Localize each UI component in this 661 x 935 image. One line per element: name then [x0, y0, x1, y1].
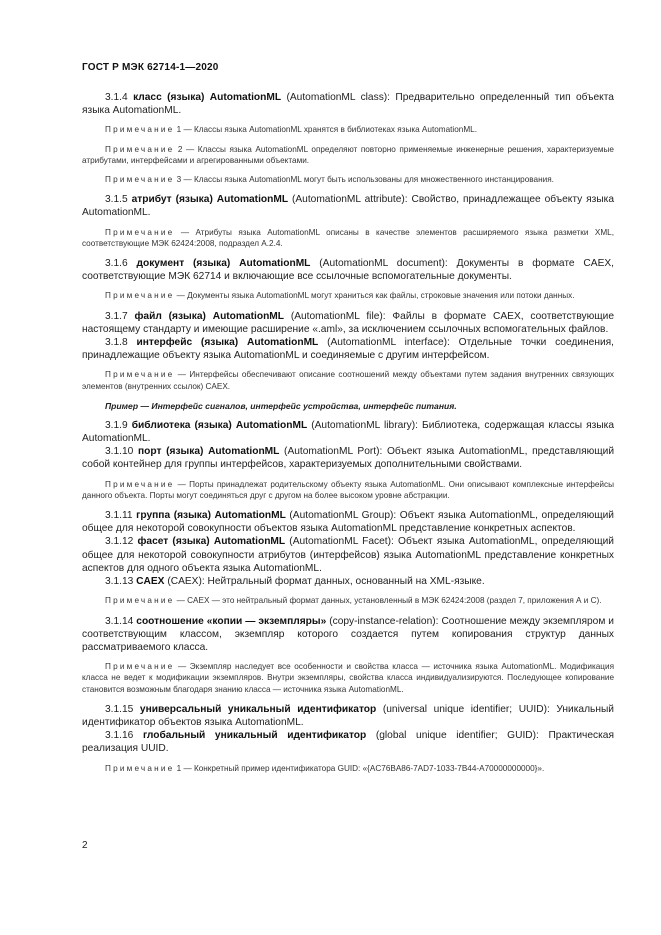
document-header-title: ГОСТ Р МЭК 62714-1—2020 [82, 62, 219, 73]
term-number: 3.1.14 [105, 615, 134, 627]
term-definition [82, 91, 614, 117]
term-text: (global unique identifier; GUID): Практическая реализация UUID. [82, 730, 614, 755]
term-name: файл (языка) AutomationML [134, 310, 285, 322]
term-name: соотношение «копии — экземпляры» [136, 615, 327, 627]
note [82, 479, 614, 501]
term-number: 3.1.4 [105, 92, 128, 103]
page-number: 2 [82, 840, 88, 851]
note-text: — CAEX — это нейтральный формат данных, установленный в МЭК 62424:2008 (раздел 7, приложения А и С). [174, 596, 602, 606]
term-definition [82, 535, 614, 575]
term-text: (AutomationML file): Файлы в формате CAEX, соответствующие настоящему стандарту и имеющие расширение «.aml», за исключением ссылочных вспомогательных файлов. [82, 310, 614, 335]
term-text: (AutomationML Port): Объект языка AutomationML, представляющий собой контейнер для группы интерфейсов, характеризуемых дополнительными свойствами. [82, 446, 615, 471]
term-text: (AutomationML document): Документы в формате CAEX, соответствующие МЭК 62714 и включающие все ссылочные вспомогательные документы. [82, 258, 614, 283]
term-name: документ (языка) AutomationML [136, 258, 311, 270]
term-text: (copy-instance-relation): Соотношение между экземпляром и соответствующим классом, экземпляр которого создается путем копирования структур данных рассматриваемого класса. [82, 615, 614, 653]
note-text: — Документы языка AutomationML могут храниться как файлы, строковые значения или потоки данных. [174, 291, 575, 301]
note [82, 290, 614, 301]
note-text: — Интерфейсы обеспечивают описание соотношений между объектами путем задания внутренних связующих элементов (внутренних ссылок) CAEX. [82, 370, 614, 391]
term-definition [82, 419, 614, 445]
term-name: глобальный уникальный идентификатор [142, 730, 367, 742]
note-label: Примечание [105, 596, 175, 606]
term-text: (AutomationML Group): Объект языка AutomationML, определяющий общее для некоторой совокупности объектов языка AutomationML представление конкретных аспектов. [82, 510, 614, 535]
note [82, 369, 614, 391]
note-label: Примечание [105, 291, 175, 301]
note-text: 1 — Конкретный пример идентификатора GUID: «{AC76BA86-7AD7-1033-7B44-A70000000000}». [174, 763, 545, 773]
term-number: 3.1.15 [105, 703, 134, 715]
note-label: Примечание [105, 175, 175, 185]
term-definition [82, 509, 614, 535]
term-number: 3.1.6 [105, 258, 128, 270]
note-label: Примечание [105, 227, 175, 237]
note [82, 227, 614, 249]
note-label: Примечание [105, 662, 175, 672]
term-name: библиотека (языка) AutomationML [131, 419, 308, 431]
term-definition [82, 445, 614, 471]
note-text: — Экземпляр наследует все особенности и свойства класса — источника языка AutomationML. Модификация класса не ведет к модификации экземпляров. Внутри экземпляры, свойства класса индивидуализируются. Последующее копирование становится возможным благодаря знанию класса — источника языка AutomationML. [82, 662, 614, 694]
note-text: 1 — Классы языка AutomationML хранятся в библиотеках языка AutomationML. [174, 125, 477, 135]
term-text: (AutomationML library): Библиотека, содержащая классы языка AutomationML. [82, 419, 614, 445]
note [82, 124, 614, 135]
term-number: 3.1.10 [105, 446, 134, 458]
note-text: 3 — Классы языка AutomationML могут быть использованы для множественного инстанцирования. [174, 175, 554, 185]
term-definition [82, 193, 614, 219]
term-name: класс (языка) AutomationML [133, 92, 282, 103]
term-number: 3.1.9 [105, 419, 128, 431]
note-label: Примечание [105, 370, 175, 380]
term-text: (AutomationML class): Предварительно определенный тип объекта языка AutomationML. [82, 92, 614, 117]
term-text: (universal unique identifier; UUID): Уникальный идентификатор объектов языка AutomationML. [82, 703, 614, 728]
note-text: 2 — Классы языка AutomationML определяют повторно применяемые инженерные решения, характеризуемые атрибутами, интерфейсами и агрегированными объектами. [82, 144, 614, 165]
term-number: 3.1.8 [105, 337, 128, 349]
term-number: 3.1.11 [105, 510, 133, 522]
term-text: (AutomationML Facet): Объект языка AutomationML, определяющий общее для некоторой совокупности атрибутов (интерфейсов) языка AutomationML представление конкретных аспектов для одного объекта языка AutomationML. [82, 536, 614, 574]
term-name: порт (языка) AutomationML [138, 446, 280, 458]
term-number: 3.1.12 [105, 536, 134, 548]
note [82, 661, 614, 695]
term-name: универсальный уникальный идентификатор [139, 703, 377, 715]
example-text: Пример — Интерфейс сигналов, интерфейс устройства, интерфейс питания. [105, 400, 457, 411]
note [82, 763, 614, 774]
term-definition [82, 729, 614, 755]
note-label: Примечание [105, 125, 175, 135]
term-number: 3.1.7 [105, 310, 128, 322]
term-name: фасет (языка) AutomationML [137, 536, 286, 548]
term-number: 3.1.16 [105, 730, 134, 742]
term-text: (CAEX): Нейтральный формат данных, основанный на XML-языке. [164, 576, 485, 588]
term-definition [82, 336, 614, 362]
term-name: CAEX [136, 576, 165, 588]
term-text: (AutomationML interface): Отдельные точки соединения, принадлежащие объекту языка AutomationML и соединяемые с другим интерфейсом. [82, 337, 614, 362]
note-label: Примечание [105, 479, 175, 489]
term-definition [82, 257, 614, 283]
term-definition [82, 615, 614, 655]
term-name: группа (языка) AutomationML [136, 510, 286, 522]
term-text: (AutomationML attribute): Свойство, принадлежащее объекту языка AutomationML. [82, 194, 615, 219]
term-number: 3.1.5 [105, 194, 128, 206]
term-definition [82, 575, 614, 588]
example [82, 400, 614, 412]
note-text: — Атрибуты языка AutomationML описаны в качестве элементов расширяемого языка разметки XML, соответствующие МЭК 62424:2008, подраздел А.2.4. [82, 227, 614, 248]
term-definition [82, 703, 614, 729]
note [82, 595, 614, 606]
document-body [82, 91, 614, 782]
term-name: интерфейс (языка) AutomationML [136, 337, 319, 349]
term-number: 3.1.13 [105, 576, 134, 588]
note-text: — Порты принадлежат родительскому объекту языка AutomationML. Они описывают комплексные интерфейсы данного объекта. Порты могут соединяться друг с другом на более высоком уровне абстракции. [82, 479, 614, 500]
term-name: атрибут (языка) AutomationML [131, 194, 289, 206]
note [82, 144, 614, 166]
term-definition [82, 310, 614, 336]
note [82, 174, 614, 185]
note-label: Примечание [105, 763, 175, 773]
note-label: Примечание [105, 144, 175, 154]
